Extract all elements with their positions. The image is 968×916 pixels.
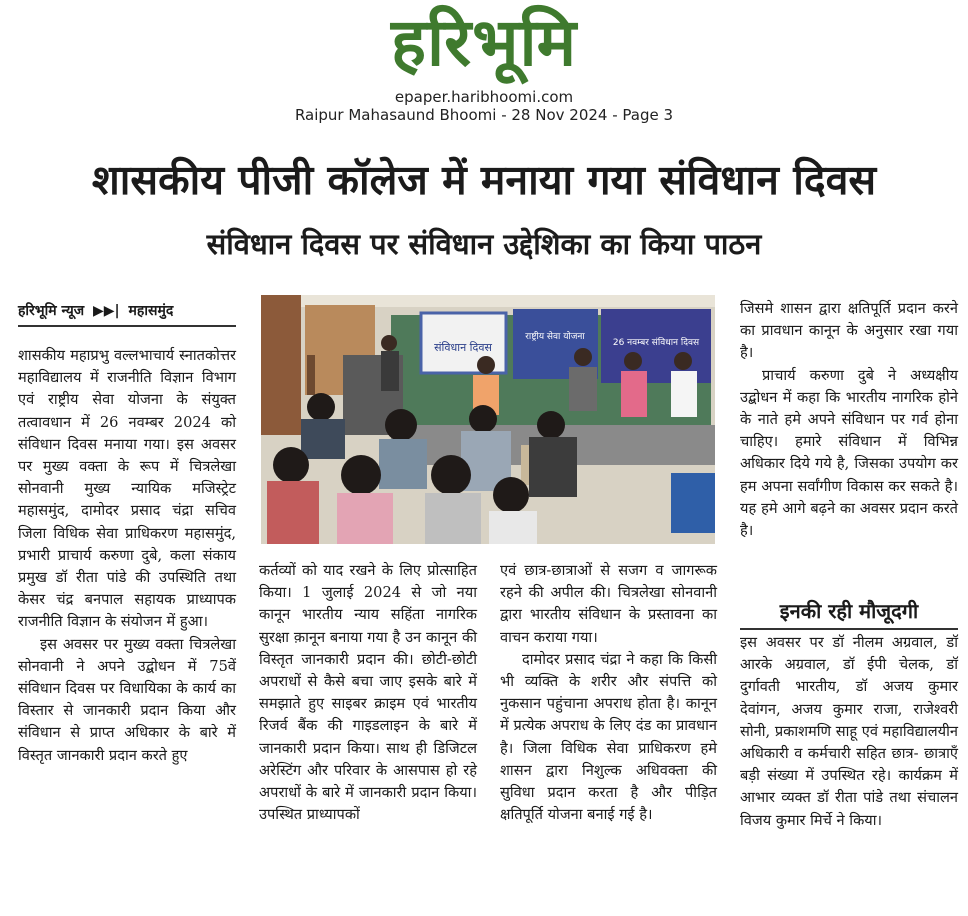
article-subheadline: संविधान दिवस पर संविधान उद्देशिका का किया पाठन [206, 227, 762, 261]
paragraph: इस अवसर पर मुख्य वक्ता चित्रलेखा सोनवानी ने अपने उद्बोधन में 75वें संविधान दिवस पर विधायिका के कार्य का विस्तार से जानकारी प्रदान किया और संविधान से प्राप्त अधिकार के बारे में विस्तृत जानकारी प्रदान करते हुए [18, 635, 236, 764]
byline [18, 300, 236, 327]
byline-arrow-icon: ▶▶| [93, 303, 120, 319]
paragraph: इस अवसर पर डॉ नीलम अग्रवाल, डॉ आरके अग्रवाल, डॉ ईपी चेलक, डॉ दुर्गावती भारतीय, डॉ अजय कुमार देवांगन, अजय कुमार राजा, राजेश्वरी सोनी, प्रकाशमणि साहू एवं महाविद्यालयीन अधिकारी व कर्मचारी सहित छात्र- छात्राएँ बड़ी संख्या में उपस्थित रहे। कार्यक्रम में आभार व्यक्त डॉ रीता पांडे तथा संचालन विजय कुमार मिर्चे ने किया। [740, 634, 958, 829]
epaper-url: epaper.haribhoomi.com [394, 88, 574, 106]
paragraph: जिसमे शासन द्वारा क्षतिपूर्ति प्रदान करने का प्रावधान कानून के अनुसार रखा गया है। [740, 300, 958, 362]
paragraph: एवं छात्र-छात्राओं से सजग व जागरूक रहने की अपील की। चित्रलेखा सोनवानी द्वारा भारतीय संविधान के प्रस्तावना का वाचन कराया गया। [500, 562, 717, 646]
paragraph: शासकीय महाप्रभु वल्लभाचार्य स्नातकोत्तर महाविद्यालय में राजनीति विज्ञान विभाग एवं राष्ट्रीय सेवा योजना के संयुक्त तत्वावधान में 26 नवम्बर 2024 को संविधान दिवस मनाया गया। इस अवसर पर मुख्य वक्ता के रूप में चित्रलेखा सोनवानी मुख्य न्यायिक मजिस्ट्रेट महासमुंद, दामोदर प्रसाद चंद्रा सचिव जिला विधिक सेवा प्राधिकरण महासमुंद, प्रभारी प्राचार्य करुणा दुबे, कला संकाय प्रमुख डॉ रीता पांडे की उपस्थिति तथा केसर चंद्र बनपाल सहायक प्राध्यापक राजनीति विज्ञान के संयोजन में हुआ। [18, 347, 236, 631]
byline-place: महासमुंद [128, 303, 174, 319]
byline-source: हरिभूमि न्यूज [18, 303, 85, 319]
banner-left-text: संविधान दिवस [434, 341, 492, 354]
article-column-4 [740, 298, 958, 542]
side-heading: इनकी रही मौजूदगी [740, 596, 958, 630]
article-headline: शासकीय पीजी कॉलेज में मनाया गया संविधान दिवस [91, 156, 877, 204]
article-column-1 [18, 345, 236, 767]
paragraph: दामोदर प्रसाद चंद्रा ने कहा कि किसी भी व्यक्ति के शरीर और संपत्ति को नुकसान पहुंचाना अपराध होता है। कानून में प्रत्येक अपराध के लिए दंड का प्रावधान है। जिला विधिक सेवा प्राधिकरण हमे शासन द्वारा निशुल्क अधिवक्ता की सुविधा प्रदान करता है और पीड़ित क्षतिपूर्ति योजना बनाई गई है। [500, 650, 717, 824]
event-photo [261, 295, 715, 544]
newspaper-logo: हरिभूमि [390, 4, 578, 81]
paragraph: प्राचार्य करुणा दुबे ने अध्यक्षीय उद्बोधन में कहा कि भारतीय नागरिक होने के नाते हमे अपने संविधान पर गर्व होना चाहिए। हमारे संविधान में विभिन्न अधिकार दिये गये है, जिसका उपयोग कर हम अपना सर्वांगीण विकास कर सकते है। यह हमे आगे बढ़ने का अवसर प्रदान करते है। [740, 366, 958, 540]
banner-right-text: 26 नवम्बर संविधान दिवस [612, 338, 700, 348]
masthead [0, 6, 968, 124]
edition-line: Raipur Mahasaund Bhoomi - 28 Nov 2024 - Page 3 [294, 106, 674, 124]
article-column-3 [500, 560, 717, 826]
event-photo-illustration [261, 295, 715, 544]
article-column-2 [259, 560, 477, 826]
banner-mid-text: राष्ट्रीय सेवा योजना [525, 332, 585, 342]
attendees-paragraph-block [740, 632, 958, 832]
paragraph: कर्तव्यों को याद रखने के लिए प्रोत्साहित किया। 1 जुलाई 2024 से जो नया कानून भारतीय न्याय सहिंता नागरिक सुरक्षा क़ानून बनाया गया है उन कानून की विस्तृत जानकारी प्रदान की। छोटी-छोटी अपराधों से कैसे बचा जाए इसके बारे में समझाते हुए साइबर क्राइम एवं भारतीय रिजर्व बैंक की गाइडलाइन के बारे में जानकारी प्रदान किया। साथ ही डिजिटल अरेस्टिंग और परिवार के आसपास हो रहे अपराधों के बारे में जानकारी प्रदान किया। उपस्थित प्राध्यापकों [259, 562, 477, 824]
